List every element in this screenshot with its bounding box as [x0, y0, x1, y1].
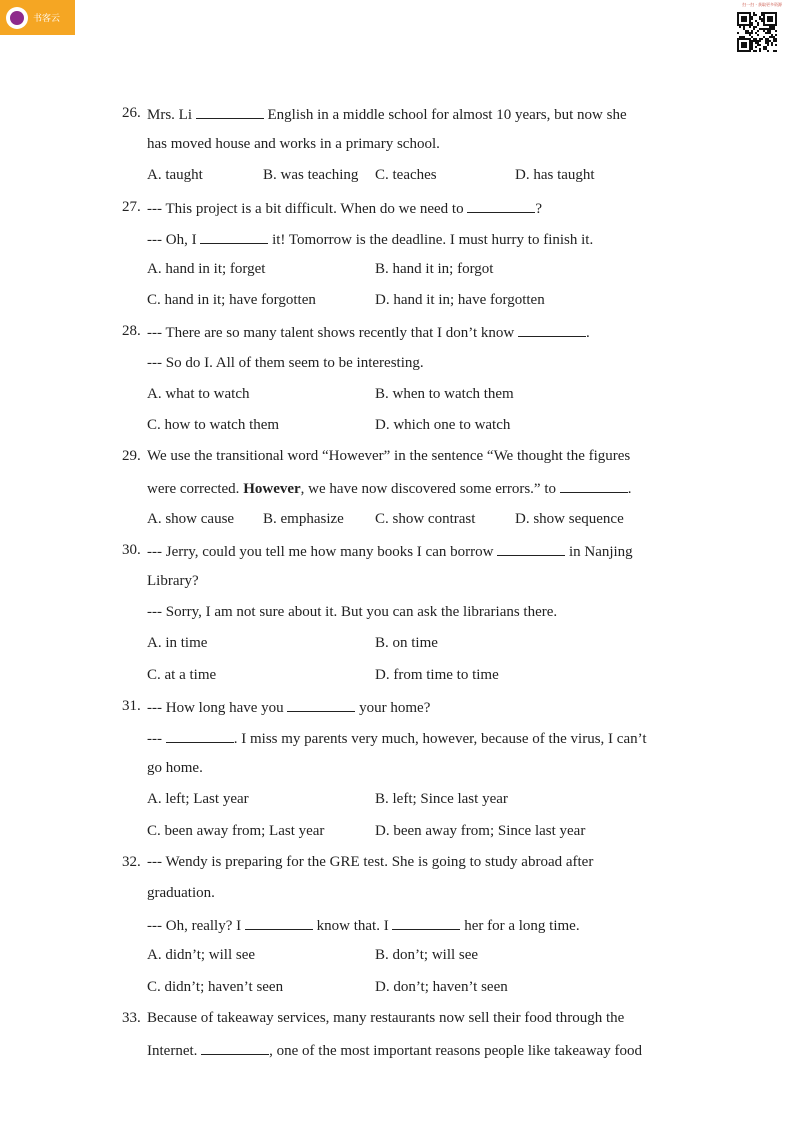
answer-blank [287, 697, 355, 712]
option-b: B. left; Since last year [375, 791, 508, 808]
answer-blank [392, 915, 460, 930]
answer-blank [201, 1040, 269, 1055]
answer-blank [518, 322, 586, 337]
question-text: were corrected. [147, 481, 244, 498]
option-b: B. on time [375, 635, 438, 652]
question-text: , one of the most important reasons people like takeaway food [269, 1043, 642, 1059]
question-number: 31. [122, 697, 141, 714]
option-b: B. when to watch them [375, 385, 514, 402]
option-a: A. show cause [147, 510, 235, 527]
option-c: C. how to watch them [147, 417, 280, 433]
option-c: C. show contrast [375, 510, 476, 527]
answer-blank [196, 104, 264, 119]
question-text: --- There are so many talent shows recently that I don’t know [147, 325, 519, 342]
question-line [147, 229, 593, 249]
option-d: D. which one to watch [375, 417, 511, 433]
question-line [147, 478, 632, 498]
question-text: your home? [355, 699, 431, 716]
question-stem [122, 198, 543, 218]
question-text: her for a long time. [460, 918, 580, 935]
question-line [147, 354, 424, 372]
question-line [147, 915, 580, 935]
qr-caption: 扫一扫 · 获取更多资源 [742, 2, 782, 7]
option-d: D. from time to time [375, 666, 499, 683]
site-logo [0, 0, 75, 35]
option-a: A. what to watch [147, 385, 250, 402]
option-a: A. didn’t; will see [147, 947, 256, 964]
question-text: has moved house and works in a primary school. [147, 136, 440, 153]
question-text: , we have now discovered some errors.” to [300, 481, 560, 498]
question-text: --- Sorry, I am not sure about it. But you can ask the librarians there. [147, 604, 558, 621]
question-text: --- How long have you [147, 699, 288, 716]
question-stem [122, 322, 590, 342]
question-stem [122, 1009, 625, 1027]
option-d: D. hand it in; have forgotten [375, 292, 545, 309]
question-stem [122, 447, 631, 465]
option-c: C. didn’t; haven’t seen [147, 978, 284, 995]
question-number: 29. [122, 448, 141, 465]
question-stem [122, 104, 627, 124]
question-text: --- So do I. All of them seem to be interesting. [147, 354, 424, 371]
option-d: D. has taught [515, 167, 595, 184]
answer-blank [560, 478, 628, 493]
answer-blank [200, 229, 268, 244]
question-line [147, 603, 557, 621]
option-a: A. hand in it; forget [147, 261, 266, 277]
logo-icon [6, 7, 28, 29]
question-text: English in a middle school for almost 10 years, but now she [263, 107, 627, 123]
question-number: 30. [122, 541, 141, 558]
option-b: B. emphasize [263, 510, 344, 527]
question-text: We use the transitional word “However” in the sentence “We thought the figures [147, 448, 631, 465]
question-text: Internet. [147, 1043, 202, 1059]
question-number: 32. [122, 853, 141, 870]
question-number: 27. [122, 198, 141, 215]
question-stem [122, 853, 594, 871]
question-number: 33. [122, 1009, 141, 1026]
question-text: --- This project is a bit difficult. When do we need to [147, 200, 468, 217]
question-text: . I miss my parents very much, however, because of the virus, I can’t [233, 731, 647, 747]
option-d: D. don’t; haven’t seen [375, 978, 508, 995]
question-line [147, 572, 199, 590]
question-line [147, 884, 215, 902]
option-b: B. was teaching [263, 167, 359, 184]
question-stem [122, 697, 431, 717]
question-text: Mrs. Li [147, 107, 196, 123]
question-text: know that. I [312, 918, 393, 935]
question-text: it! Tomorrow is the deadline. I must hurry to finish it. [268, 231, 594, 248]
option-c: C. at a time [147, 666, 217, 683]
question-text: graduation. [147, 885, 215, 901]
option-d: D. show sequence [515, 510, 624, 527]
option-a: A. left; Last year [147, 791, 249, 808]
question-number: 28. [122, 323, 141, 340]
question-text: . [586, 325, 590, 342]
answer-blank [245, 915, 313, 930]
question-text: --- Oh, I [147, 231, 201, 248]
question-text: --- Jerry, could you tell me how many books I can borrow [147, 543, 498, 560]
question-text: . [627, 481, 632, 498]
question-line [147, 135, 440, 153]
bold-keyword: However [243, 481, 301, 498]
option-c: C. teaches [375, 167, 437, 184]
question-text: Because of takeaway services, many restaurants now sell their food through the [147, 1009, 625, 1026]
answer-blank [166, 728, 234, 743]
option-c: C. hand in it; have forgotten [147, 292, 316, 309]
question-text: Library? [147, 573, 199, 589]
option-a: A. in time [147, 635, 208, 652]
question-stem [122, 541, 633, 561]
question-text: ? [535, 200, 543, 217]
qr-code-icon [735, 6, 779, 54]
option-d: D. been away from; Since last year [375, 822, 586, 839]
option-b: B. hand it in; forgot [375, 261, 494, 277]
question-text: --- Wendy is preparing for the GRE test. She is going to study abroad after [147, 853, 594, 870]
answer-blank [467, 198, 535, 213]
option-c: C. been away from; Last year [147, 822, 325, 839]
question-line [147, 759, 203, 777]
question-number: 26. [122, 105, 141, 121]
question-line [147, 1040, 642, 1060]
question-line [147, 728, 647, 748]
answer-blank [497, 541, 565, 556]
question-text: --- Oh, really? I [147, 918, 245, 935]
question-text: in Nanjing [565, 543, 633, 560]
option-b: B. don’t; will see [375, 947, 479, 964]
option-a: A. taught [147, 167, 203, 184]
question-text: go home. [147, 760, 203, 777]
question-text: --- [147, 731, 166, 747]
logo-text: 书客云 [33, 14, 61, 24]
